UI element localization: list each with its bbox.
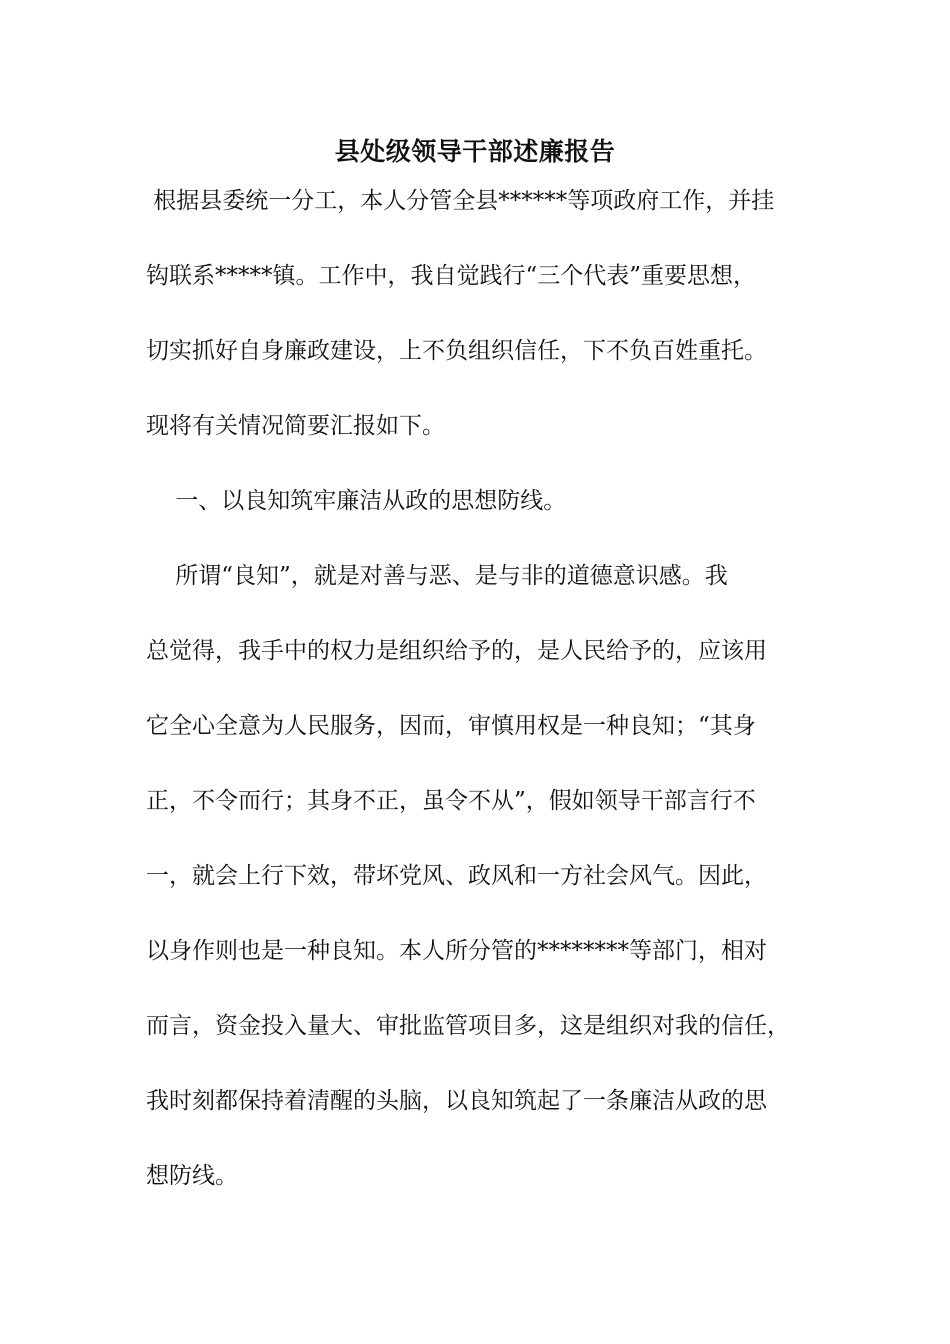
body-line-4: 现将有关情况简要汇报如下。	[146, 413, 445, 439]
body-line-8: 它全心全意为人民服务，因而，审慎用权是一种良知；“其身	[146, 713, 756, 739]
section-heading-1: 一、以良知筑牢廉洁从政的思想防线。	[146, 488, 567, 514]
body-line-14: 想防线。	[146, 1163, 238, 1189]
document-title: 县处级领导干部述廉报告	[334, 137, 616, 166]
body-line-9: 正，不令而行；其身不正，虽令不从”，假如领导干部言行不	[146, 788, 756, 814]
body-line-10: 一，就会上行下效，带坏党风、政风和一方社会风气。因此，	[146, 863, 767, 889]
body-line-13: 我时刻都保持着清醒的头脑，以良知筑起了一条廉洁从政的思	[146, 1088, 767, 1114]
body-line-1: 根据县委统一分工，本人分管全县******等项政府工作，并挂	[146, 188, 775, 214]
body-line-6: 所谓“良知”，就是对善与恶、是与非的道德意识感。我	[146, 563, 728, 589]
body-line-7: 总觉得，我手中的权力是组织给予的，是人民给予的，应该用	[146, 638, 767, 664]
body-line-3: 切实抓好自身廉政建设，上不负组织信任，下不负百姓重托。	[146, 338, 767, 364]
body-line-11: 以身作则也是一种良知。本人所分管的********等部门，相对	[146, 938, 767, 964]
body-line-12: 而言，资金投入量大、审批监管项目多，这是组织对我的信任，	[146, 1013, 790, 1039]
body-line-2: 钩联系*****镇。工作中，我自觉践行“三个代表”重要思想，	[146, 263, 757, 289]
